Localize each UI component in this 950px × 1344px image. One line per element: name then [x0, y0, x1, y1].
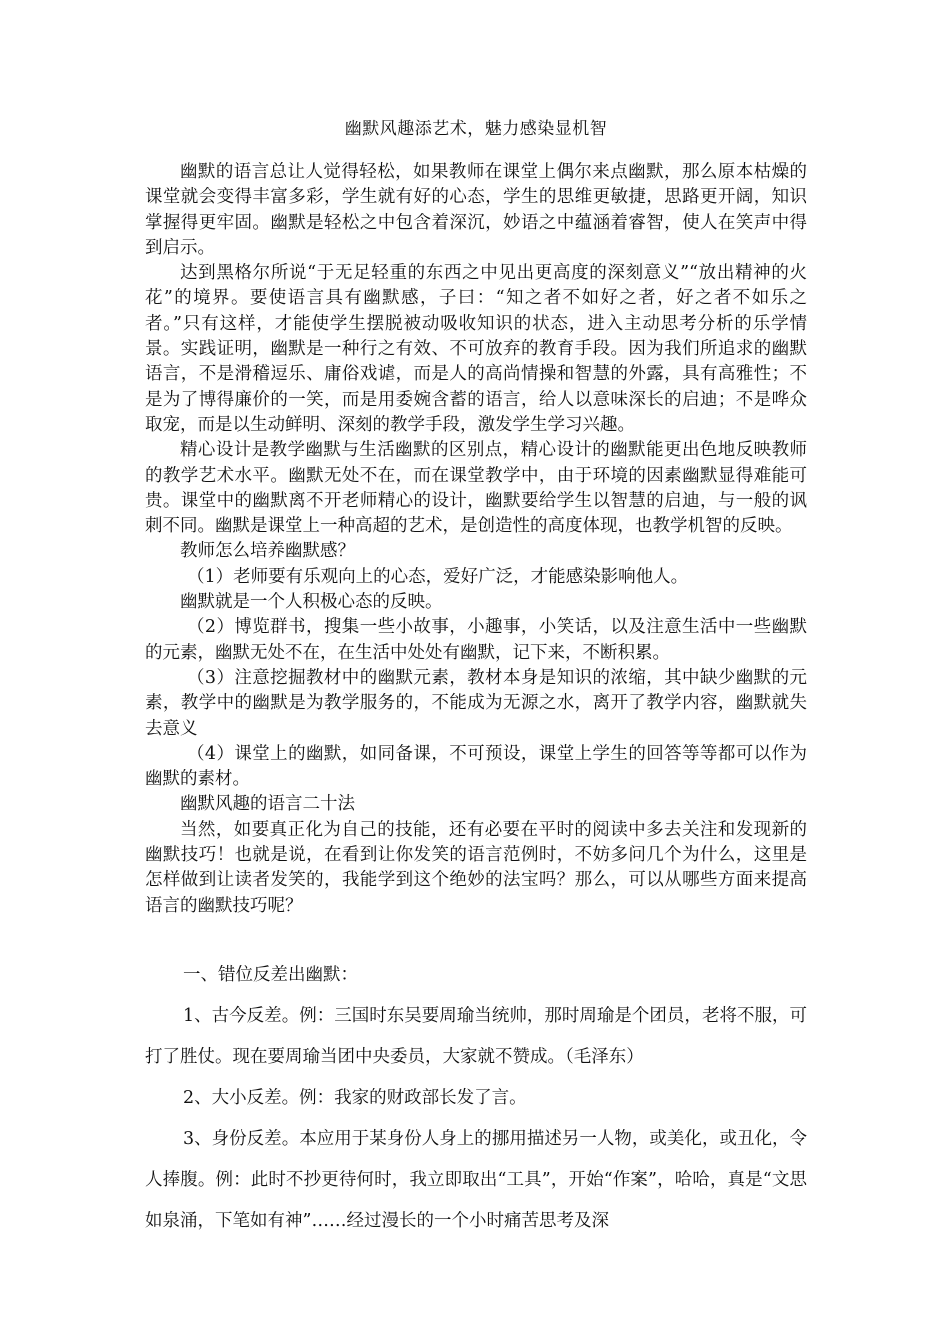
paragraph-hegel: 达到黑格尔所说“于无足轻重的东西之中见出更高度的深刻意义”“放出精神的火花”的境界。要使语言具有幽默感，子曰：“知之者不如好之者，好之者不如乐之者。”只有这样，才能使学生摆脱被动吸收知识的状态，进入主动思考分析的乐学情景。实践证明，幽默是一种行之有效、不可放弃的教育手段。因为我们所追求的幽默语言，不是滑稽逗乐、庸俗戏谑，而是人的高尚情操和智慧的外露，具有高雅性；不是为了博得廉价的一笑，而是用委婉含蓄的语言，给人以意味深长的启迪；不是哗众取宠，而是以生动鲜明、深刻的教学手段，激发学生学习兴趣。 — [145, 263, 807, 435]
document-title: 幽默风趣添艺术，魅力感染显机智 — [344, 119, 608, 139]
sparse-text-block — [145, 955, 807, 1242]
paragraph-design: 精心设计是教学幽默与生活幽默的区别点，精心设计的幽默能更出色地反映教师的教学艺术水平。幽默无处不在，而在课堂教学中，由于环境的因素幽默显得难能可贵。课堂中的幽默离不开老师精心的设计，幽默要给学生以智慧的启迪，与一般的讽刺不同。幽默是课堂上一种高超的艺术，是创造性的高度体现，也教学机智的反映。 — [145, 440, 807, 537]
section-heading-contrast: 一、错位反差出幽默： — [183, 965, 358, 985]
paragraph-skills: 当然，如要真正化为自己的技能，还有必要在平时的阅读中多去关注和发现新的幽默技巧！也就是说，在看到让你发笑的语言范例时，不妨多问几个为什么，这里是怎样做到让读者发笑的，我能学到这个绝妙的法宝吗？那么，可以从哪些方面来提高语言的幽默技巧呢？ — [145, 819, 807, 916]
list-item-size: 2、大小反差。例：我家的财政部长发了言。 — [183, 1088, 527, 1108]
dense-text-block — [145, 160, 807, 919]
list-item-ancient-modern: 1、古今反差。例：三国时东吴要周瑜当统帅，那时周瑜是个团员，老将不服，可打了胜仗。现在要周瑜当团中央委员，大家就不赞成。（毛泽东） — [145, 1006, 807, 1067]
section-heading-twenty-methods: 幽默风趣的语言二十法 — [180, 794, 355, 815]
paragraph-question: 教师怎么培养幽默感？ — [180, 541, 355, 562]
list-item-identity: 3、身份反差。本应用于某身份人身上的挪用描述另一人物，或美化，或丑化，令人捧腹。例：此时不抄更待何时，我立即取出“工具”，开始“作案”，哈哈，真是“文思如泉涌，下笔如有神”……经过漫长的一个小时痛苦思考及深 — [145, 1129, 807, 1231]
paragraph-attitude: 幽默就是一个人积极心态的反映。 — [180, 592, 443, 613]
list-item-3: （3）注意挖掘教材中的幽默元素，教材本身是知识的浓缩，其中缺少幽默的元素，教学中的幽默是为教学服务的，不能成为无源之水，离开了教学内容，幽默就失去意义 — [145, 667, 807, 739]
paragraph-intro: 幽默的语言总让人觉得轻松，如果教师在课堂上偶尔来点幽默，那么原本枯燥的课堂就会变得丰富多彩，学生就有好的心态，学生的思维更敏捷，思路更开阔，知识掌握得更牢固。幽默是轻松之中包含着深沉，妙语之中蕴涵着睿智，使人在笑声中得到启示。 — [145, 162, 807, 258]
list-item-2: （2）博览群书，搜集一些小故事，小趣事，小笑话，以及注意生活中一些幽默的元素，幽默无处不在，在生活中处处有幽默，记下来，不断积累。 — [145, 617, 807, 663]
list-item-4: （4）课堂上的幽默，如同备课，不可预设，课堂上学生的回答等等都可以作为幽默的素材。 — [145, 743, 807, 790]
list-item-1: （1）老师要有乐观向上的心态，爱好广泛，才能感染影响他人。 — [187, 566, 689, 587]
